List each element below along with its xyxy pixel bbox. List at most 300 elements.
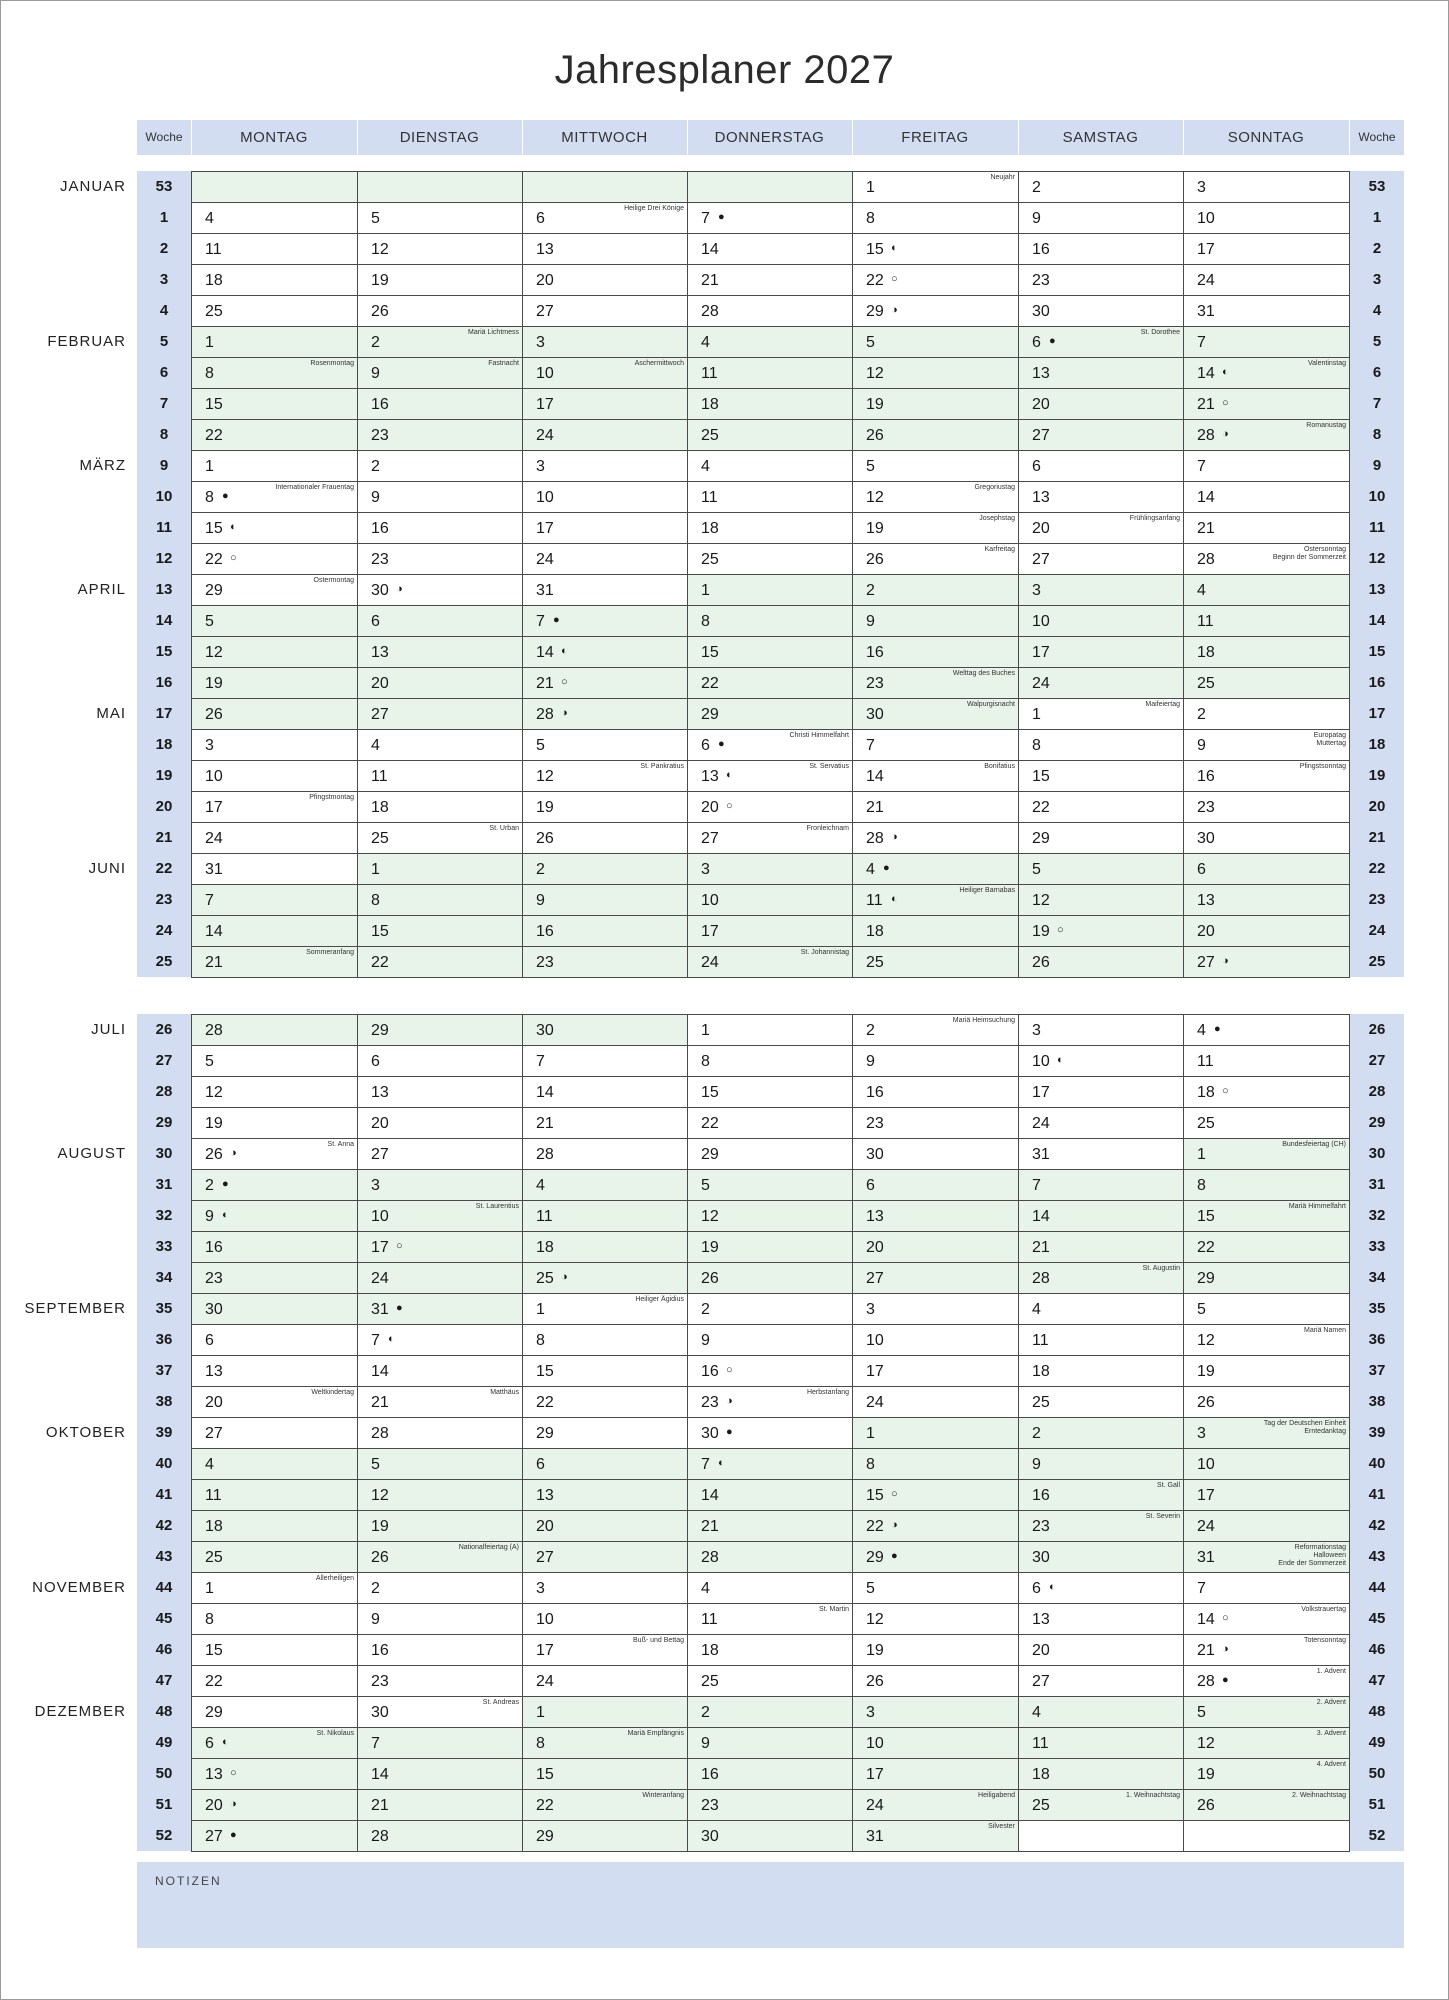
day-cell[interactable]	[1018, 357, 1184, 389]
day-cell[interactable]	[191, 1696, 358, 1728]
day-cell[interactable]	[522, 1355, 688, 1387]
day-cell[interactable]	[522, 543, 688, 575]
day-cell[interactable]	[1018, 636, 1184, 668]
day-cell[interactable]	[191, 1076, 358, 1108]
day-cell[interactable]	[191, 915, 358, 947]
day-cell[interactable]	[522, 760, 688, 792]
day-cell[interactable]	[357, 202, 523, 234]
day-cell[interactable]	[191, 1448, 358, 1480]
day-cell[interactable]	[357, 698, 523, 730]
day-cell[interactable]	[357, 1479, 523, 1511]
day-cell[interactable]	[522, 1789, 688, 1821]
day-cell[interactable]	[1018, 1076, 1184, 1108]
day-cell[interactable]	[357, 1603, 523, 1635]
day-cell[interactable]	[1183, 233, 1350, 265]
day-cell[interactable]	[191, 1820, 358, 1852]
day-cell[interactable]	[522, 1014, 688, 1046]
day-cell[interactable]	[1183, 1293, 1350, 1325]
day-cell[interactable]	[357, 853, 523, 885]
day-cell[interactable]	[357, 1634, 523, 1666]
day-cell[interactable]	[1183, 419, 1350, 451]
day-cell[interactable]	[1183, 1727, 1350, 1759]
day-cell[interactable]	[1018, 791, 1184, 823]
day-cell[interactable]	[522, 512, 688, 544]
day-cell[interactable]	[687, 636, 853, 668]
day-cell[interactable]	[687, 729, 853, 761]
day-cell[interactable]	[687, 1789, 853, 1821]
day-cell[interactable]	[522, 1417, 688, 1449]
day-cell[interactable]	[191, 1789, 358, 1821]
day-cell[interactable]	[687, 1634, 853, 1666]
day-cell[interactable]	[522, 481, 688, 513]
day-cell[interactable]	[1183, 667, 1350, 699]
day-cell[interactable]	[852, 574, 1019, 606]
day-cell[interactable]	[1018, 1045, 1184, 1077]
day-cell[interactable]	[687, 1417, 853, 1449]
day-cell[interactable]	[357, 1200, 523, 1232]
day-cell[interactable]	[852, 1138, 1019, 1170]
day-cell[interactable]	[687, 946, 853, 978]
day-cell[interactable]	[852, 1107, 1019, 1139]
day-cell[interactable]	[1183, 574, 1350, 606]
day-cell[interactable]	[357, 1541, 523, 1573]
day-cell[interactable]	[1183, 481, 1350, 513]
day-cell[interactable]	[522, 1820, 688, 1852]
day-cell[interactable]	[357, 1076, 523, 1108]
day-cell[interactable]	[191, 1479, 358, 1511]
day-cell[interactable]	[852, 357, 1019, 389]
day-cell[interactable]	[357, 574, 523, 606]
day-cell[interactable]	[1018, 1138, 1184, 1170]
day-cell[interactable]	[852, 1014, 1019, 1046]
day-cell[interactable]	[687, 1696, 853, 1728]
day-cell[interactable]	[852, 915, 1019, 947]
day-cell[interactable]	[357, 1572, 523, 1604]
day-cell[interactable]	[852, 1262, 1019, 1294]
day-cell[interactable]	[191, 946, 358, 978]
day-cell[interactable]	[687, 1572, 853, 1604]
empty-cell[interactable]	[191, 171, 358, 203]
day-cell[interactable]	[687, 605, 853, 637]
day-cell[interactable]	[1183, 171, 1350, 203]
day-cell[interactable]	[687, 1138, 853, 1170]
day-cell[interactable]	[1018, 915, 1184, 947]
day-cell[interactable]	[191, 512, 358, 544]
day-cell[interactable]	[1018, 729, 1184, 761]
day-cell[interactable]	[191, 295, 358, 327]
day-cell[interactable]	[852, 1417, 1019, 1449]
day-cell[interactable]	[852, 884, 1019, 916]
day-cell[interactable]	[1018, 1603, 1184, 1635]
day-cell[interactable]	[687, 791, 853, 823]
day-cell[interactable]	[357, 1696, 523, 1728]
day-cell[interactable]	[191, 822, 358, 854]
day-cell[interactable]	[1018, 481, 1184, 513]
day-cell[interactable]	[852, 1076, 1019, 1108]
day-cell[interactable]	[522, 1262, 688, 1294]
day-cell[interactable]	[1018, 1479, 1184, 1511]
day-cell[interactable]	[1183, 853, 1350, 885]
day-cell[interactable]	[1018, 1789, 1184, 1821]
day-cell[interactable]	[1018, 1200, 1184, 1232]
day-cell[interactable]	[687, 1324, 853, 1356]
day-cell[interactable]	[357, 295, 523, 327]
day-cell[interactable]	[522, 1727, 688, 1759]
day-cell[interactable]	[522, 1293, 688, 1325]
day-cell[interactable]	[687, 884, 853, 916]
day-cell[interactable]	[357, 1820, 523, 1852]
day-cell[interactable]	[357, 1665, 523, 1697]
day-cell[interactable]	[1018, 1169, 1184, 1201]
day-cell[interactable]	[1183, 1231, 1350, 1263]
day-cell[interactable]	[1183, 1045, 1350, 1077]
day-cell[interactable]	[852, 1386, 1019, 1418]
day-cell[interactable]	[852, 1200, 1019, 1232]
day-cell[interactable]	[852, 388, 1019, 420]
day-cell[interactable]	[687, 295, 853, 327]
day-cell[interactable]	[191, 1169, 358, 1201]
day-cell[interactable]	[852, 1572, 1019, 1604]
day-cell[interactable]	[357, 1789, 523, 1821]
day-cell[interactable]	[1183, 1262, 1350, 1294]
day-cell[interactable]	[687, 357, 853, 389]
day-cell[interactable]	[687, 543, 853, 575]
day-cell[interactable]	[1183, 1417, 1350, 1449]
day-cell[interactable]	[522, 326, 688, 358]
day-cell[interactable]	[1183, 1014, 1350, 1046]
day-cell[interactable]	[687, 264, 853, 296]
day-cell[interactable]	[522, 357, 688, 389]
day-cell[interactable]	[357, 1510, 523, 1542]
day-cell[interactable]	[1183, 202, 1350, 234]
day-cell[interactable]	[357, 1417, 523, 1449]
day-cell[interactable]	[852, 1169, 1019, 1201]
day-cell[interactable]	[357, 357, 523, 389]
day-cell[interactable]	[852, 295, 1019, 327]
day-cell[interactable]	[1018, 1324, 1184, 1356]
day-cell[interactable]	[191, 636, 358, 668]
day-cell[interactable]	[852, 1448, 1019, 1480]
day-cell[interactable]	[687, 1045, 853, 1077]
day-cell[interactable]	[1018, 574, 1184, 606]
day-cell[interactable]	[687, 1169, 853, 1201]
day-cell[interactable]	[357, 822, 523, 854]
day-cell[interactable]	[522, 667, 688, 699]
day-cell[interactable]	[687, 1820, 853, 1852]
day-cell[interactable]	[191, 419, 358, 451]
day-cell[interactable]	[357, 419, 523, 451]
day-cell[interactable]	[191, 357, 358, 389]
day-cell[interactable]	[357, 481, 523, 513]
day-cell[interactable]	[191, 791, 358, 823]
day-cell[interactable]	[687, 233, 853, 265]
day-cell[interactable]	[687, 1479, 853, 1511]
day-cell[interactable]	[522, 1572, 688, 1604]
day-cell[interactable]	[191, 1355, 358, 1387]
day-cell[interactable]	[852, 698, 1019, 730]
day-cell[interactable]	[1018, 884, 1184, 916]
day-cell[interactable]	[522, 419, 688, 451]
day-cell[interactable]	[852, 605, 1019, 637]
day-cell[interactable]	[1018, 1355, 1184, 1387]
day-cell[interactable]	[522, 1665, 688, 1697]
day-cell[interactable]	[191, 388, 358, 420]
day-cell[interactable]	[1183, 1107, 1350, 1139]
day-cell[interactable]	[1018, 1572, 1184, 1604]
day-cell[interactable]	[1183, 1541, 1350, 1573]
day-cell[interactable]	[687, 822, 853, 854]
day-cell[interactable]	[1183, 450, 1350, 482]
day-cell[interactable]	[687, 388, 853, 420]
day-cell[interactable]	[522, 791, 688, 823]
day-cell[interactable]	[357, 1386, 523, 1418]
day-cell[interactable]	[1183, 1200, 1350, 1232]
day-cell[interactable]	[852, 822, 1019, 854]
day-cell[interactable]	[852, 1324, 1019, 1356]
day-cell[interactable]	[191, 760, 358, 792]
day-cell[interactable]	[522, 946, 688, 978]
notes-area[interactable]	[137, 1862, 1404, 1948]
day-cell[interactable]	[1183, 760, 1350, 792]
day-cell[interactable]	[1018, 1758, 1184, 1790]
day-cell[interactable]	[191, 1324, 358, 1356]
day-cell[interactable]	[522, 1479, 688, 1511]
day-cell[interactable]	[852, 729, 1019, 761]
day-cell[interactable]	[522, 1386, 688, 1418]
day-cell[interactable]	[357, 667, 523, 699]
day-cell[interactable]	[687, 1076, 853, 1108]
day-cell[interactable]	[687, 915, 853, 947]
day-cell[interactable]	[852, 791, 1019, 823]
day-cell[interactable]	[1183, 1386, 1350, 1418]
day-cell[interactable]	[852, 1510, 1019, 1542]
day-cell[interactable]	[687, 512, 853, 544]
day-cell[interactable]	[852, 667, 1019, 699]
day-cell[interactable]	[522, 822, 688, 854]
day-cell[interactable]	[1183, 1479, 1350, 1511]
day-cell[interactable]	[357, 636, 523, 668]
day-cell[interactable]	[687, 1014, 853, 1046]
day-cell[interactable]	[687, 1665, 853, 1697]
day-cell[interactable]	[1018, 1014, 1184, 1046]
day-cell[interactable]	[522, 1076, 688, 1108]
day-cell[interactable]	[1018, 698, 1184, 730]
day-cell[interactable]	[1018, 1727, 1184, 1759]
day-cell[interactable]	[1018, 946, 1184, 978]
day-cell[interactable]	[191, 326, 358, 358]
day-cell[interactable]	[357, 1014, 523, 1046]
day-cell[interactable]	[1183, 357, 1350, 389]
day-cell[interactable]	[852, 1541, 1019, 1573]
day-cell[interactable]	[522, 636, 688, 668]
day-cell[interactable]	[1183, 1076, 1350, 1108]
day-cell[interactable]	[1183, 1138, 1350, 1170]
day-cell[interactable]	[687, 419, 853, 451]
day-cell[interactable]	[1183, 1696, 1350, 1728]
day-cell[interactable]	[687, 760, 853, 792]
day-cell[interactable]	[1183, 388, 1350, 420]
day-cell[interactable]	[1183, 1324, 1350, 1356]
day-cell[interactable]	[1018, 1417, 1184, 1449]
day-cell[interactable]	[1183, 729, 1350, 761]
day-cell[interactable]	[852, 1696, 1019, 1728]
day-cell[interactable]	[687, 481, 853, 513]
day-cell[interactable]	[522, 884, 688, 916]
day-cell[interactable]	[852, 202, 1019, 234]
day-cell[interactable]	[1183, 264, 1350, 296]
day-cell[interactable]	[522, 1231, 688, 1263]
day-cell[interactable]	[357, 1293, 523, 1325]
day-cell[interactable]	[687, 1758, 853, 1790]
day-cell[interactable]	[852, 1479, 1019, 1511]
day-cell[interactable]	[522, 1107, 688, 1139]
day-cell[interactable]	[357, 1324, 523, 1356]
day-cell[interactable]	[191, 1262, 358, 1294]
day-cell[interactable]	[1183, 791, 1350, 823]
day-cell[interactable]	[852, 512, 1019, 544]
day-cell[interactable]	[1018, 605, 1184, 637]
day-cell[interactable]	[687, 698, 853, 730]
day-cell[interactable]	[357, 605, 523, 637]
day-cell[interactable]	[1018, 1696, 1184, 1728]
day-cell[interactable]	[1018, 202, 1184, 234]
day-cell[interactable]	[522, 729, 688, 761]
day-cell[interactable]	[1018, 1386, 1184, 1418]
day-cell[interactable]	[852, 1727, 1019, 1759]
day-cell[interactable]	[687, 326, 853, 358]
day-cell[interactable]	[357, 1448, 523, 1480]
day-cell[interactable]	[852, 946, 1019, 978]
day-cell[interactable]	[191, 264, 358, 296]
day-cell[interactable]	[687, 1510, 853, 1542]
day-cell[interactable]	[852, 264, 1019, 296]
day-cell[interactable]	[191, 1603, 358, 1635]
day-cell[interactable]	[191, 698, 358, 730]
day-cell[interactable]	[852, 853, 1019, 885]
day-cell[interactable]	[1183, 884, 1350, 916]
day-cell[interactable]	[357, 1169, 523, 1201]
day-cell[interactable]	[1018, 1820, 1184, 1852]
day-cell[interactable]	[1183, 512, 1350, 544]
day-cell[interactable]	[852, 1789, 1019, 1821]
day-cell[interactable]	[522, 388, 688, 420]
day-cell[interactable]	[1018, 171, 1184, 203]
day-cell[interactable]	[191, 1758, 358, 1790]
day-cell[interactable]	[522, 264, 688, 296]
day-cell[interactable]	[1018, 760, 1184, 792]
day-cell[interactable]	[852, 760, 1019, 792]
day-cell[interactable]	[687, 574, 853, 606]
day-cell[interactable]	[1183, 326, 1350, 358]
day-cell[interactable]	[357, 1045, 523, 1077]
day-cell[interactable]	[852, 1603, 1019, 1635]
day-cell[interactable]	[852, 636, 1019, 668]
day-cell[interactable]	[852, 419, 1019, 451]
day-cell[interactable]	[357, 791, 523, 823]
day-cell[interactable]	[687, 1448, 853, 1480]
day-cell[interactable]	[522, 202, 688, 234]
day-cell[interactable]	[357, 1262, 523, 1294]
day-cell[interactable]	[852, 450, 1019, 482]
day-cell[interactable]	[522, 1324, 688, 1356]
day-cell[interactable]	[1183, 1603, 1350, 1635]
day-cell[interactable]	[357, 946, 523, 978]
day-cell[interactable]	[191, 450, 358, 482]
day-cell[interactable]	[1018, 450, 1184, 482]
day-cell[interactable]	[1183, 1510, 1350, 1542]
day-cell[interactable]	[522, 1634, 688, 1666]
day-cell[interactable]	[357, 450, 523, 482]
day-cell[interactable]	[1018, 822, 1184, 854]
day-cell[interactable]	[357, 233, 523, 265]
day-cell[interactable]	[1018, 419, 1184, 451]
day-cell[interactable]	[357, 326, 523, 358]
day-cell[interactable]	[687, 1293, 853, 1325]
day-cell[interactable]	[852, 1231, 1019, 1263]
empty-cell[interactable]	[522, 171, 688, 203]
day-cell[interactable]	[522, 1696, 688, 1728]
day-cell[interactable]	[852, 233, 1019, 265]
day-cell[interactable]	[191, 667, 358, 699]
day-cell[interactable]	[191, 1045, 358, 1077]
day-cell[interactable]	[522, 698, 688, 730]
day-cell[interactable]	[1018, 1541, 1184, 1573]
day-cell[interactable]	[191, 233, 358, 265]
day-cell[interactable]	[1183, 1169, 1350, 1201]
day-cell[interactable]	[1018, 1665, 1184, 1697]
day-cell[interactable]	[852, 1820, 1019, 1852]
day-cell[interactable]	[522, 1448, 688, 1480]
day-cell[interactable]	[687, 1541, 853, 1573]
day-cell[interactable]	[191, 1138, 358, 1170]
day-cell[interactable]	[522, 1138, 688, 1170]
day-cell[interactable]	[1018, 264, 1184, 296]
day-cell[interactable]	[191, 884, 358, 916]
day-cell[interactable]	[1018, 295, 1184, 327]
day-cell[interactable]	[191, 729, 358, 761]
day-cell[interactable]	[191, 543, 358, 575]
day-cell[interactable]	[1183, 822, 1350, 854]
day-cell[interactable]	[522, 1200, 688, 1232]
day-cell[interactable]	[1183, 295, 1350, 327]
day-cell[interactable]	[1183, 1758, 1350, 1790]
day-cell[interactable]	[357, 884, 523, 916]
day-cell[interactable]	[357, 1727, 523, 1759]
day-cell[interactable]	[522, 1603, 688, 1635]
day-cell[interactable]	[1018, 233, 1184, 265]
day-cell[interactable]	[357, 1107, 523, 1139]
day-cell[interactable]	[191, 1510, 358, 1542]
day-cell[interactable]	[357, 1231, 523, 1263]
day-cell[interactable]	[191, 1665, 358, 1697]
day-cell[interactable]	[1018, 1448, 1184, 1480]
day-cell[interactable]	[852, 326, 1019, 358]
day-cell[interactable]	[852, 1355, 1019, 1387]
day-cell[interactable]	[1018, 1293, 1184, 1325]
day-cell[interactable]	[191, 1727, 358, 1759]
day-cell[interactable]	[191, 1572, 358, 1604]
day-cell[interactable]	[522, 915, 688, 947]
day-cell[interactable]	[191, 1634, 358, 1666]
day-cell[interactable]	[687, 667, 853, 699]
day-cell[interactable]	[1183, 1448, 1350, 1480]
day-cell[interactable]	[1183, 605, 1350, 637]
day-cell[interactable]	[357, 264, 523, 296]
day-cell[interactable]	[191, 1417, 358, 1449]
day-cell[interactable]	[1183, 1572, 1350, 1604]
day-cell[interactable]	[191, 1231, 358, 1263]
day-cell[interactable]	[191, 202, 358, 234]
